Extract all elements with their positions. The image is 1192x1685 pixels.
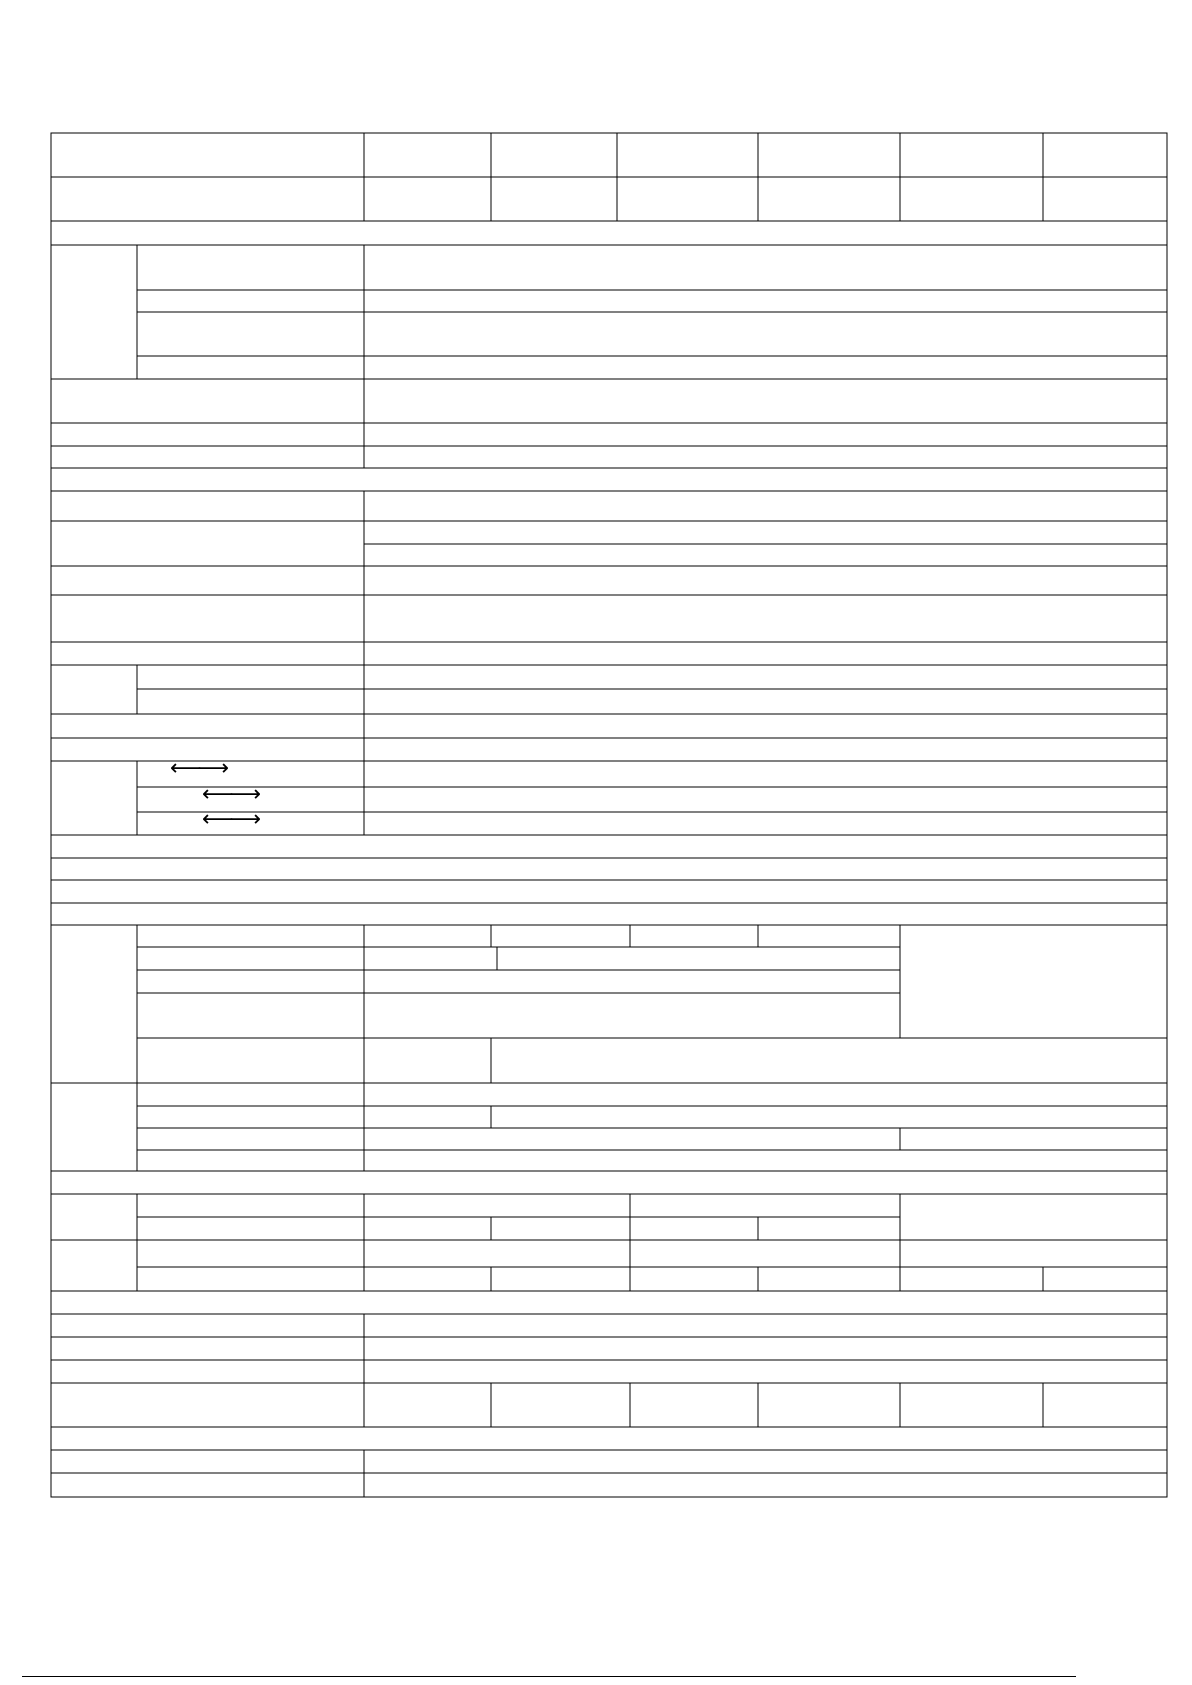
page-footer-rule [22,1676,1076,1677]
bidirectional-arrow-2: ⟵⟶ [202,782,258,807]
bidirectional-arrow-1: ⟵⟶ [170,756,226,781]
bidirectional-arrow-3: ⟵⟶ [202,807,258,832]
